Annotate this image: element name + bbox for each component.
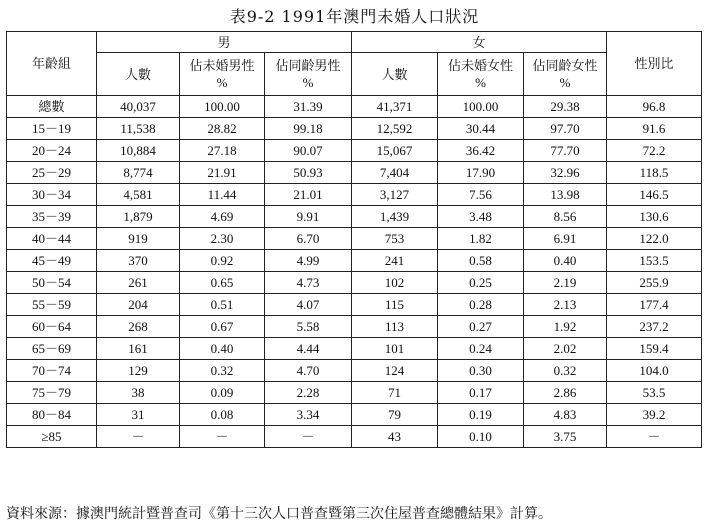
table-row xyxy=(7,426,702,448)
cell-female-count: 101 xyxy=(352,338,438,360)
cell-female-count: 7,404 xyxy=(352,162,438,184)
cell-female-pct-unmarried: 0.30 xyxy=(438,360,524,382)
table-row xyxy=(7,338,702,360)
cell-male-pct-same-age: 6.70 xyxy=(265,228,352,250)
cell-male-count: 268 xyxy=(97,316,180,338)
cell-female-count: 1,439 xyxy=(352,206,438,228)
cell-female-pct-same-age: 6.91 xyxy=(524,228,607,250)
cell-male-count: 8,774 xyxy=(97,162,180,184)
cell-female-pct-same-age: 32.96 xyxy=(524,162,607,184)
cell-female-count: 241 xyxy=(352,250,438,272)
table-row xyxy=(7,272,702,294)
cell-female-pct-same-age: 2.02 xyxy=(524,338,607,360)
cell-age-group: 70－74 xyxy=(7,360,97,382)
table-body xyxy=(7,96,702,448)
cell-sex-ratio: 53.5 xyxy=(607,382,702,404)
header-male-count: 人數 xyxy=(97,53,180,96)
cell-female-pct-unmarried: 0.28 xyxy=(438,294,524,316)
cell-male-pct-same-age: 90.07 xyxy=(265,140,352,162)
cell-sex-ratio: 39.2 xyxy=(607,404,702,426)
header-male-pct-unmarried xyxy=(180,53,265,96)
cell-male-pct-unmarried: 0.32 xyxy=(180,360,265,382)
header-male-pct-same-age xyxy=(265,53,352,96)
header-female-count: 人數 xyxy=(352,53,438,96)
cell-female-pct-same-age: 2.86 xyxy=(524,382,607,404)
cell-female-pct-unmarried: 0.10 xyxy=(438,426,524,448)
cell-age-group: 75－79 xyxy=(7,382,97,404)
cell-female-count: 12,592 xyxy=(352,118,438,140)
header-pct-unit: % xyxy=(216,75,228,90)
table-row xyxy=(7,228,702,250)
cell-male-pct-same-age: 2.28 xyxy=(265,382,352,404)
header-male: 男 xyxy=(97,32,352,53)
cell-female-pct-unmarried: 0.27 xyxy=(438,316,524,338)
table-row xyxy=(7,118,702,140)
cell-male-pct-same-age: 4.44 xyxy=(265,338,352,360)
cell-male-pct-same-age: － xyxy=(265,426,352,448)
table-row xyxy=(7,250,702,272)
cell-sex-ratio: 159.4 xyxy=(607,338,702,360)
header-male-pct-unmarried-label: 佔未婚男性 xyxy=(189,58,255,73)
cell-male-pct-same-age: 99.18 xyxy=(265,118,352,140)
cell-female-pct-same-age: 0.32 xyxy=(524,360,607,382)
table-row xyxy=(7,140,702,162)
cell-male-pct-unmarried: 0.40 xyxy=(180,338,265,360)
cell-male-pct-same-age: 21.01 xyxy=(265,184,352,206)
header-sex-ratio: 性別比 xyxy=(607,32,702,96)
cell-sex-ratio: 122.0 xyxy=(607,228,702,250)
table-row xyxy=(7,316,702,338)
cell-female-pct-same-age: 29.38 xyxy=(524,96,607,118)
cell-male-count: 10,884 xyxy=(97,140,180,162)
cell-male-pct-same-age: 4.73 xyxy=(265,272,352,294)
cell-female-pct-same-age: 8.56 xyxy=(524,206,607,228)
cell-male-pct-same-age: 9.91 xyxy=(265,206,352,228)
cell-sex-ratio: 72.2 xyxy=(607,140,702,162)
cell-male-count: 38 xyxy=(97,382,180,404)
cell-female-pct-same-age: 77.70 xyxy=(524,140,607,162)
cell-male-pct-same-age: 5.58 xyxy=(265,316,352,338)
table-row xyxy=(7,294,702,316)
cell-male-count: 261 xyxy=(97,272,180,294)
cell-age-group: 50－54 xyxy=(7,272,97,294)
cell-age-group: 30－34 xyxy=(7,184,97,206)
cell-age-group: 15－19 xyxy=(7,118,97,140)
cell-female-pct-unmarried: 0.25 xyxy=(438,272,524,294)
cell-female-count: 753 xyxy=(352,228,438,250)
cell-male-pct-same-age: 4.07 xyxy=(265,294,352,316)
cell-female-pct-unmarried: 100.00 xyxy=(438,96,524,118)
cell-female-count: 41,371 xyxy=(352,96,438,118)
cell-age-group: 35－39 xyxy=(7,206,97,228)
cell-sex-ratio: 146.5 xyxy=(607,184,702,206)
cell-male-pct-unmarried: 0.67 xyxy=(180,316,265,338)
source-note: 資料來源：據澳門統計暨普查司《第十三次人口普查暨第三次住屋普查總體結果》計算。 xyxy=(6,506,552,522)
cell-male-pct-same-age: 50.93 xyxy=(265,162,352,184)
cell-female-pct-same-age: 1.92 xyxy=(524,316,607,338)
cell-sex-ratio: 255.9 xyxy=(607,272,702,294)
cell-male-pct-unmarried: 0.65 xyxy=(180,272,265,294)
table-row xyxy=(7,162,702,184)
cell-female-pct-unmarried: 30.44 xyxy=(438,118,524,140)
table-row xyxy=(7,382,702,404)
cell-female-count: 3,127 xyxy=(352,184,438,206)
cell-sex-ratio: 104.0 xyxy=(607,360,702,382)
cell-female-pct-same-age: 2.13 xyxy=(524,294,607,316)
cell-female-count: 79 xyxy=(352,404,438,426)
cell-male-pct-same-age: 4.70 xyxy=(265,360,352,382)
cell-female-count: 15,067 xyxy=(352,140,438,162)
header-female: 女 xyxy=(352,32,607,53)
header-age-group: 年齡組 xyxy=(7,32,97,96)
cell-female-count: 124 xyxy=(352,360,438,382)
cell-age-group: ≥85 xyxy=(7,426,97,448)
cell-female-count: 115 xyxy=(352,294,438,316)
cell-female-pct-unmarried: 17.90 xyxy=(438,162,524,184)
cell-sex-ratio: 153.5 xyxy=(607,250,702,272)
cell-age-group: 80－84 xyxy=(7,404,97,426)
cell-male-pct-unmarried: 100.00 xyxy=(180,96,265,118)
header-pct-unit: % xyxy=(302,75,314,90)
cell-male-count: 11,538 xyxy=(97,118,180,140)
cell-female-count: 113 xyxy=(352,316,438,338)
cell-female-pct-same-age: 4.83 xyxy=(524,404,607,426)
header-female-pct-unmarried-label: 佔未婚女性 xyxy=(447,58,513,73)
cell-sex-ratio: 177.4 xyxy=(607,294,702,316)
header-female-pct-same-age-label: 佔同齡女性 xyxy=(532,58,598,73)
cell-female-pct-same-age: 2.19 xyxy=(524,272,607,294)
cell-male-count: 1,879 xyxy=(97,206,180,228)
cell-female-count: 102 xyxy=(352,272,438,294)
cell-male-count: 919 xyxy=(97,228,180,250)
cell-male-count: 40,037 xyxy=(97,96,180,118)
cell-female-pct-unmarried: 0.24 xyxy=(438,338,524,360)
cell-age-group: 總數 xyxy=(7,96,97,118)
cell-sex-ratio: 91.6 xyxy=(607,118,702,140)
table-row xyxy=(7,96,702,118)
table-title: 表9-2 1991年澳門未婚人口狀況 xyxy=(229,7,480,26)
cell-female-pct-same-age: 3.75 xyxy=(524,426,607,448)
cell-age-group: 45－49 xyxy=(7,250,97,272)
cell-sex-ratio: － xyxy=(607,426,702,448)
cell-male-pct-unmarried: 0.92 xyxy=(180,250,265,272)
cell-sex-ratio: 118.5 xyxy=(607,162,702,184)
header-pct-unit: % xyxy=(475,75,486,90)
table-row xyxy=(7,404,702,426)
table-row xyxy=(7,206,702,228)
cell-female-pct-unmarried: 7.56 xyxy=(438,184,524,206)
cell-female-pct-same-age: 13.98 xyxy=(524,184,607,206)
cell-male-pct-unmarried: 0.09 xyxy=(180,382,265,404)
cell-male-pct-unmarried: 4.69 xyxy=(180,206,265,228)
cell-male-pct-same-age: 31.39 xyxy=(265,96,352,118)
cell-male-count: － xyxy=(97,426,180,448)
cell-male-count: 161 xyxy=(97,338,180,360)
cell-male-pct-unmarried: 2.30 xyxy=(180,228,265,250)
cell-female-pct-unmarried: 36.42 xyxy=(438,140,524,162)
cell-male-pct-unmarried: 11.44 xyxy=(180,184,265,206)
cell-age-group: 65－69 xyxy=(7,338,97,360)
cell-sex-ratio: 130.6 xyxy=(607,206,702,228)
cell-male-pct-unmarried: 27.18 xyxy=(180,140,265,162)
cell-sex-ratio: 96.8 xyxy=(607,96,702,118)
table-row xyxy=(7,184,702,206)
cell-male-pct-unmarried: 0.08 xyxy=(180,404,265,426)
cell-female-pct-same-age: 0.40 xyxy=(524,250,607,272)
cell-male-count: 31 xyxy=(97,404,180,426)
header-female-pct-unmarried xyxy=(438,53,524,96)
cell-age-group: 20－24 xyxy=(7,140,97,162)
cell-age-group: 25－29 xyxy=(7,162,97,184)
cell-female-pct-same-age: 97.70 xyxy=(524,118,607,140)
cell-male-pct-unmarried: 28.82 xyxy=(180,118,265,140)
cell-male-count: 4,581 xyxy=(97,184,180,206)
cell-male-count: 129 xyxy=(97,360,180,382)
cell-female-pct-unmarried: 0.19 xyxy=(438,404,524,426)
cell-male-pct-same-age: 3.34 xyxy=(265,404,352,426)
table-row xyxy=(7,360,702,382)
header-female-pct-same-age xyxy=(524,53,607,96)
cell-male-count: 370 xyxy=(97,250,180,272)
cell-female-count: 71 xyxy=(352,382,438,404)
cell-female-count: 43 xyxy=(352,426,438,448)
cell-female-pct-unmarried: 0.58 xyxy=(438,250,524,272)
header-pct-unit: % xyxy=(559,75,571,90)
cell-female-pct-unmarried: 1.82 xyxy=(438,228,524,250)
cell-female-pct-unmarried: 0.17 xyxy=(438,382,524,404)
header-male-pct-same-age-label: 佔同齡男性 xyxy=(275,58,341,73)
cell-male-pct-unmarried: － xyxy=(180,426,265,448)
cell-sex-ratio: 237.2 xyxy=(607,316,702,338)
cell-age-group: 55－59 xyxy=(7,294,97,316)
cell-age-group: 60－64 xyxy=(7,316,97,338)
cell-male-count: 204 xyxy=(97,294,180,316)
cell-age-group: 40－44 xyxy=(7,228,97,250)
cell-female-pct-unmarried: 3.48 xyxy=(438,206,524,228)
cell-male-pct-unmarried: 0.51 xyxy=(180,294,265,316)
unmarried-population-table xyxy=(6,31,702,448)
cell-male-pct-unmarried: 21.91 xyxy=(180,162,265,184)
cell-male-pct-same-age: 4.99 xyxy=(265,250,352,272)
